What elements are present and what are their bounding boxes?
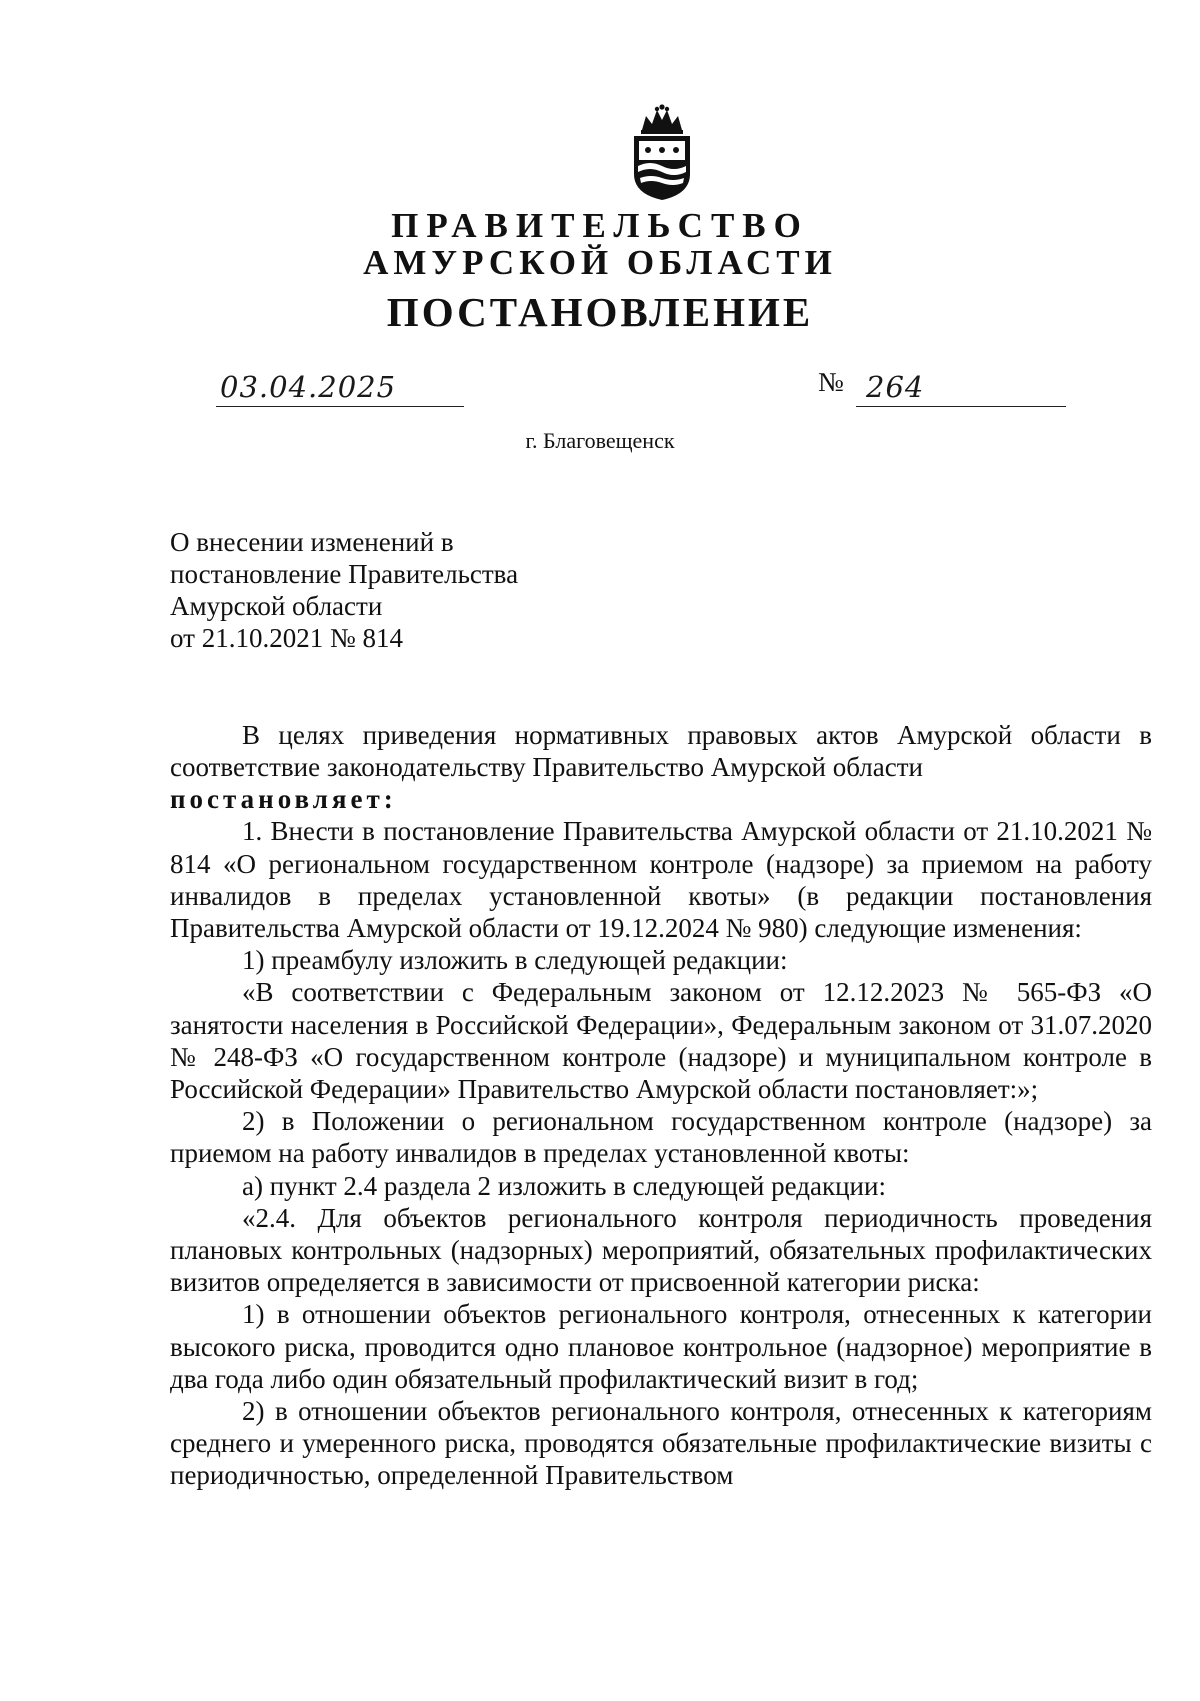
handwritten-number: 264 [866,370,925,404]
subject-line: О внесении изменений в [170,527,454,557]
number-field [856,366,1066,407]
city-name: г. Благовещенск [525,428,675,453]
government-title-line2: АМУРСКОЙ ОБЛАСТИ [363,243,837,282]
body-paragraph: а) пункт 2.4 раздела 2 изложить в следующей редакции: [242,1170,886,1201]
subject-line: от 21.10.2021 № 814 [170,623,403,653]
body-paragraph: 1. Внести в постановление Правительства Амурской области от 21.10.2021 № 814 «О региональном государственном контроле (надзоре) за приемом на работу инвалидов в пределах установленной квоты» (в редакции постановления Правительства Амурской области от 19.12.2024 № 980) следующие изменения: [170,816,1152,944]
body-paragraph: «В соответствии с Федеральным законом от 12.12.2023 № 565-ФЗ «О занятости населения в Российской Федерации», Федеральным законом от 31.07.2020 № 248-ФЗ «О государственном контроле (надзоре) и муниципальном контроле в Российской Федерации» Правительство Амурской области постановляет:»; [170,977,1152,1105]
document-subject [170,526,518,654]
coat-of-arms-icon [628,104,696,202]
resolves-word: постановляет: [170,784,397,815]
number-sign: № [818,367,844,397]
subject-line: Амурской области [170,591,383,621]
body-paragraph: 1) в отношении объектов регионального контроля, отнесенных к категории высокого риска, проводится одно плановое контрольное (надзорное) мероприятие в два года либо один обязательный профилактический визит в год; [170,1299,1152,1394]
body-paragraph: «2.4. Для объектов регионального контроля периодичность проведения плановых контрольных (надзорных) мероприятий, обязательных профилактических визитов определяется в зависимости от присвоенной категории риска: [170,1202,1152,1298]
body-paragraph: 2) в отношении объектов регионального контроля, отнесенных к категориям среднего и умеренного риска, проводятся обязательные профилактические визиты с периодичностью, определенной Правительством [170,1396,1152,1491]
date-field [216,366,464,407]
handwritten-date: 03.04.2025 [220,370,397,404]
body-paragraph: 2) в Положении о региональном государственном контроле (надзоре) за приемом на работу инвалидов в пределах установленной квоты: [170,1106,1152,1169]
government-title-line1: ПРАВИТЕЛЬСТВО [391,206,809,245]
subject-line: постановление Правительства [170,559,519,589]
document-body [170,719,1152,1492]
document-type-title: ПОСТАНОВЛЕНИЕ [386,289,814,335]
intro-paragraph: В целях приведения нормативных правовых актов Амурской области в соответствие законодательству Правительство Амурской области [170,720,1152,783]
body-paragraph: 1) преамбулу изложить в следующей редакции: [242,945,788,976]
